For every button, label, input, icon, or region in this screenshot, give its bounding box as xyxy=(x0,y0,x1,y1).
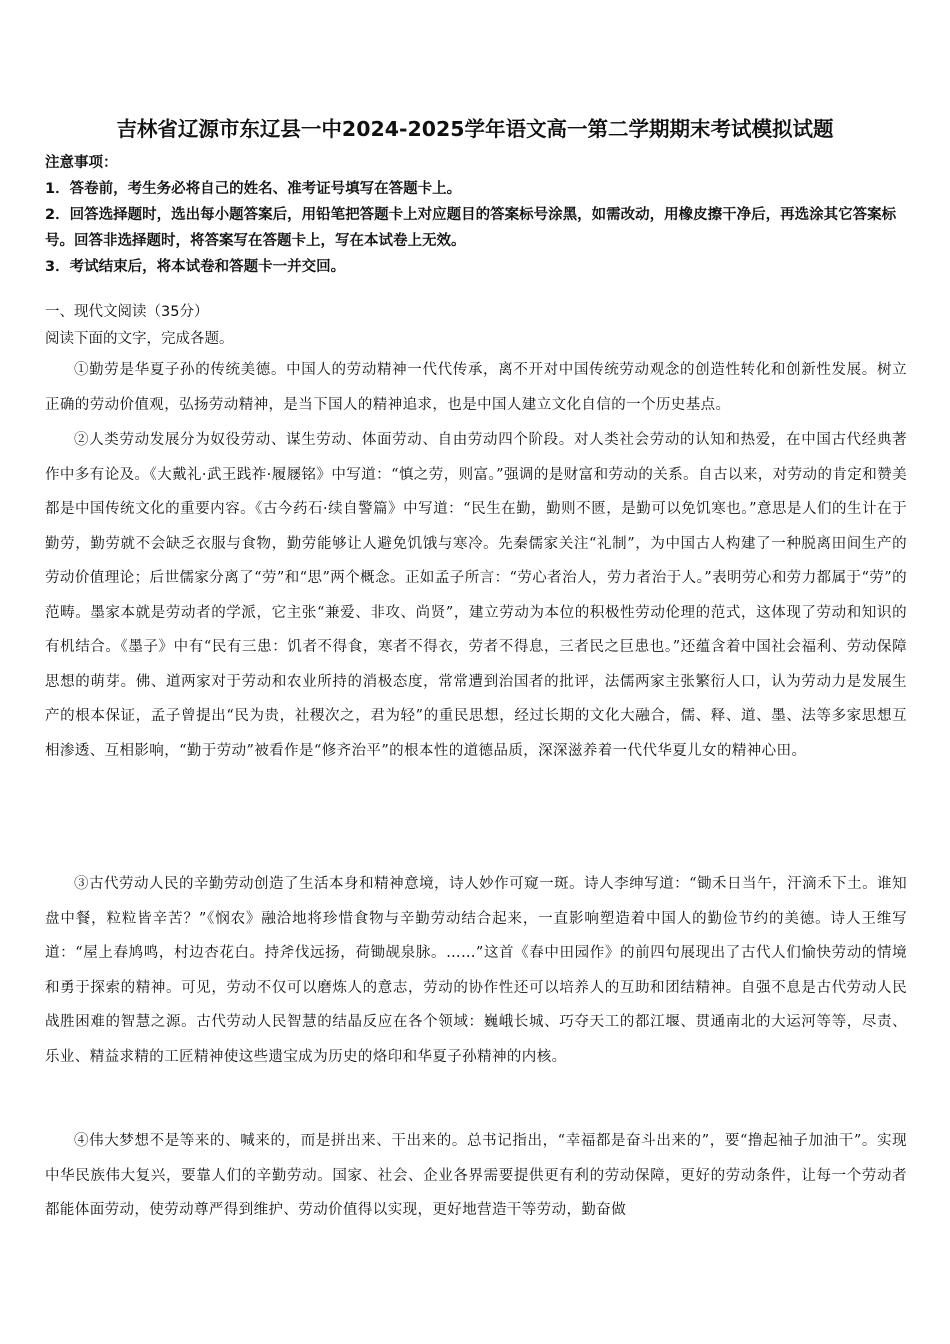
paragraph-4: ④伟大梦想不是等来的、喊来的，而是拼出来、干出来的。总书记指出，“幸福都是奋斗出来的”，要“撸起袖子加油干”。实现中华民族伟大复兴，要靠人们的辛勤劳动。国家、社会、企业各界需要提供更有利的劳动保障，更好的劳动条件，让每一个劳动者都能体面劳动，使劳动尊严得到维护、劳动价值得以实现，更好地营造干等劳动，勤奋做 xyxy=(45,1133,907,1218)
page-title: 吉林省辽源市东辽县一中2024-2025学年语文高一第二学期期末考试模拟试题 xyxy=(116,117,834,141)
notice-item-3: 3．考试结束后，将本试卷和答题卡一并交回。 xyxy=(45,259,346,275)
notice-item-1: 1．答卷前，考生务必将自己的姓名、准考证号填写在答题卡上。 xyxy=(45,181,462,197)
paragraph-3: ③古代劳动人民的辛勤劳动创造了生活本身和精神意境，诗人妙作可窥一斑。诗人李绅写道：“锄禾日当午，汗滴禾下土。谁知盘中餐，粒粒皆辛苦？”《悯农》融洽地将珍惜食物与辛勤劳动结合起来，一直影响塑造着中国人的勤俭节约的美德。诗人王维写道：“屋上春鸠鸣，村边杏花白。持斧伐远扬，荷锄觇泉脉。……”这首《春中田园作》的前四句展现出了古代人们愉快劳动的情境和勇于探索的精神。可见，劳动不仅可以磨炼人的意志，劳动的协作性还可以培养人的互助和团结精神。自强不息是古代劳动人民战胜困难的智慧之源。古代劳动人民智慧的结晶反应在各个领域：巍峨长城、巧夺天工的都江堰、贯通南北的大运河等等，尽责、乐业、精益求精的工匠精神使这些遗宝成为历史的烙印和华夏子孙精神的内核。 xyxy=(45,876,907,1065)
section-heading: 一、现代文阅读（35分） xyxy=(45,304,209,320)
paragraph-1: ①勤劳是华夏子孙的传统美德。中国人的劳动精神一代代传承，离不开对中国传统劳动观念的创造性转化和创新性发展。树立正确的劳动价值观，弘扬劳动精神，是当下国人的精神追求，也是中国人建立文化自信的一个历史基点。 xyxy=(45,362,907,413)
reading-instruction: 阅读下面的文字，完成各题。 xyxy=(45,331,234,347)
notice-item-2: 2．回答选择题时，选出每小题答案后，用铅笔把答题卡上对应题目的答案标号涂黑，如需改动，用橡皮擦干净后，再选涂其它答案标号。回答非选择题时，将答案写在答题卡上，写在本试卷上无效。 xyxy=(45,207,897,249)
notice-heading: 注意事项： xyxy=(45,155,118,171)
paragraph-2: ②人类劳动发展分为奴役劳动、谋生劳动、体面劳动、自由劳动四个阶段。对人类社会劳动的认知和热爱，在中国古代经典著作中多有论及。《大戴礼·武王践祚·履屦铭》中写道：“慎之劳，则富。”强调的是财富和劳动的关系。自古以来，对劳动的肯定和赞美都是中国传统文化的重要内容。《古今药石·续自警篇》中写道：“民生在勤，勤则不匮，是勤可以免饥寒也。”意思是人们的生计在于勤劳，勤劳就不会缺乏衣服与食物，勤劳能够让人避免饥饿与寒冷。先秦儒家关注“礼制”，为中国古人构建了一种脱离田间生产的劳动价值理论；后世儒家分离了“劳”和“思”两个概念。正如孟子所言：“劳心者治人，劳力者治于人。”表明劳心和劳力都属于“劳”的范畴。墨家本就是劳动者的学派，它主张“兼爱、非攻、尚贤”，建立劳动为本位的积极性劳动伦理的范式，这体现了劳动和知识的有机结合。《墨子》中有“民有三患：饥者不得食，寒者不得衣，劳者不得息，三者民之巨患也。”还蕴含着中国社会福利、劳动保障思想的萌芽。佛、道两家对于劳动和农业所持的消极态度，常常遭到治国者的批评，法儒两家主张繁衍人口，认为劳动力是发展生产的根本保证，孟子曾提出“民为贵，社稷次之，君为轻”的重民思想，经过长期的文化大融合，儒、释、道、墨、法等多家思想互相渗透、互相影响，“勤于劳动”被看作是“修齐治平”的根本性的道德品质，深深滋养着一代代华夏儿女的精神心田。 xyxy=(45,432,907,759)
